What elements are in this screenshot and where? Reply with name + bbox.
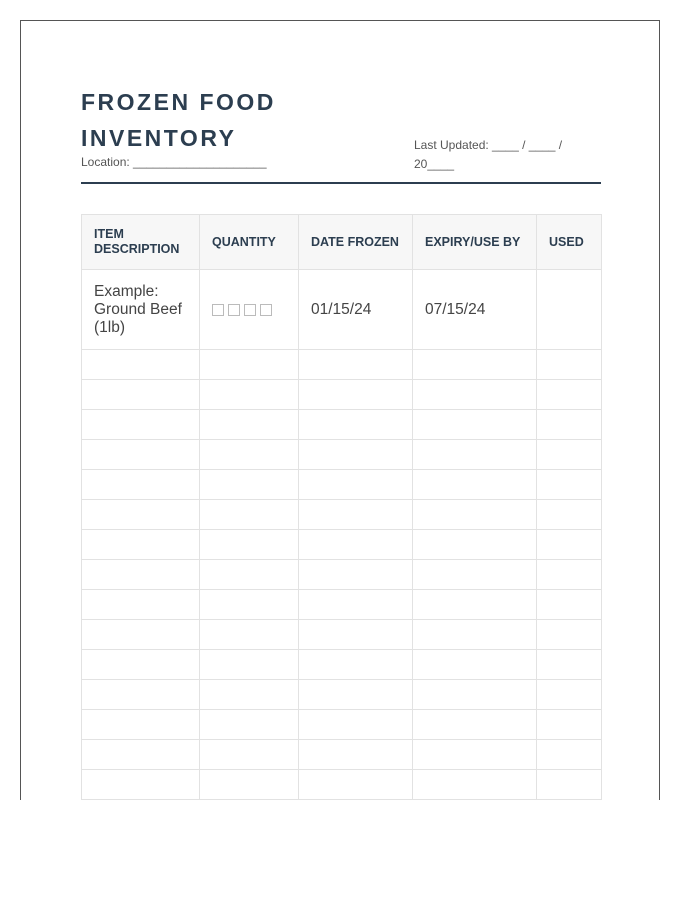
expiry-cell[interactable] bbox=[413, 590, 537, 620]
used-cell[interactable] bbox=[537, 440, 602, 470]
used-cell[interactable] bbox=[537, 350, 602, 380]
expiry-cell[interactable] bbox=[413, 500, 537, 530]
column-header-date-frozen: DATE FROZEN bbox=[299, 215, 413, 270]
quantity-cell[interactable] bbox=[200, 710, 299, 740]
item-cell[interactable] bbox=[82, 410, 200, 440]
quantity-checkbox[interactable] bbox=[228, 304, 240, 316]
date-frozen-cell[interactable] bbox=[299, 680, 413, 710]
used-cell[interactable] bbox=[537, 410, 602, 440]
date-frozen-cell[interactable] bbox=[299, 380, 413, 410]
last-updated-field: Last Updated: ____ / ____ / 20____ bbox=[414, 138, 563, 171]
table-row bbox=[82, 440, 602, 470]
date-frozen-cell[interactable] bbox=[299, 500, 413, 530]
example-used-cell bbox=[537, 270, 602, 350]
expiry-cell[interactable] bbox=[413, 560, 537, 590]
example-row bbox=[82, 270, 602, 350]
table-row bbox=[82, 620, 602, 650]
item-cell[interactable] bbox=[82, 440, 200, 470]
date-frozen-cell[interactable] bbox=[299, 350, 413, 380]
item-cell[interactable] bbox=[82, 590, 200, 620]
table-row bbox=[82, 530, 602, 560]
item-cell[interactable] bbox=[82, 650, 200, 680]
used-cell[interactable] bbox=[537, 560, 602, 590]
table-row bbox=[82, 380, 602, 410]
example-item-cell: Example: Ground Beef (1lb) bbox=[82, 270, 200, 350]
used-cell[interactable] bbox=[537, 710, 602, 740]
column-header-item-description: ITEM DESCRIPTION bbox=[82, 215, 200, 270]
quantity-cell[interactable] bbox=[200, 440, 299, 470]
table-row bbox=[82, 410, 602, 440]
quantity-cell[interactable] bbox=[200, 530, 299, 560]
date-frozen-cell[interactable] bbox=[299, 440, 413, 470]
item-cell[interactable] bbox=[82, 680, 200, 710]
table-row bbox=[82, 740, 602, 770]
table-header-row bbox=[82, 215, 602, 270]
table-row bbox=[82, 560, 602, 590]
table-row bbox=[82, 680, 602, 710]
item-cell[interactable] bbox=[82, 710, 200, 740]
quantity-checkbox[interactable] bbox=[244, 304, 256, 316]
quantity-cell[interactable] bbox=[200, 590, 299, 620]
quantity-cell[interactable] bbox=[200, 380, 299, 410]
location-field: Location: ____________________ bbox=[81, 155, 267, 169]
inventory-sheet bbox=[81, 84, 601, 336]
column-header-quantity: QUANTITY bbox=[200, 215, 299, 270]
used-cell[interactable] bbox=[537, 380, 602, 410]
item-cell[interactable] bbox=[82, 770, 200, 800]
expiry-cell[interactable] bbox=[413, 470, 537, 500]
quantity-cell[interactable] bbox=[200, 650, 299, 680]
used-cell[interactable] bbox=[537, 620, 602, 650]
used-cell[interactable] bbox=[537, 590, 602, 620]
expiry-cell[interactable] bbox=[413, 740, 537, 770]
date-frozen-cell[interactable] bbox=[299, 410, 413, 440]
item-cell[interactable] bbox=[82, 380, 200, 410]
column-header-used: USED bbox=[537, 215, 602, 270]
table-row bbox=[82, 710, 602, 740]
example-expiry-cell: 07/15/24 bbox=[413, 270, 537, 350]
date-frozen-cell[interactable] bbox=[299, 470, 413, 500]
date-frozen-cell[interactable] bbox=[299, 530, 413, 560]
item-cell[interactable] bbox=[82, 350, 200, 380]
used-cell[interactable] bbox=[537, 530, 602, 560]
quantity-cell[interactable] bbox=[200, 680, 299, 710]
item-cell[interactable] bbox=[82, 620, 200, 650]
quantity-cell[interactable] bbox=[200, 620, 299, 650]
example-quantity-cell bbox=[200, 270, 299, 350]
quantity-cell[interactable] bbox=[200, 470, 299, 500]
column-header-expiry: EXPIRY/USE BY bbox=[413, 215, 537, 270]
date-frozen-cell[interactable] bbox=[299, 740, 413, 770]
quantity-cell[interactable] bbox=[200, 350, 299, 380]
table-row bbox=[82, 650, 602, 680]
item-cell[interactable] bbox=[82, 560, 200, 590]
date-frozen-cell[interactable] bbox=[299, 620, 413, 650]
expiry-cell[interactable] bbox=[413, 770, 537, 800]
example-date-frozen-cell: 01/15/24 bbox=[299, 270, 413, 350]
item-cell[interactable] bbox=[82, 500, 200, 530]
date-frozen-cell[interactable] bbox=[299, 560, 413, 590]
quantity-cell[interactable] bbox=[200, 740, 299, 770]
expiry-cell[interactable] bbox=[413, 650, 537, 680]
quantity-tally-boxes bbox=[212, 304, 286, 316]
item-cell[interactable] bbox=[82, 530, 200, 560]
quantity-cell[interactable] bbox=[200, 410, 299, 440]
expiry-cell[interactable] bbox=[413, 350, 537, 380]
table-row bbox=[82, 350, 602, 380]
sheet-header bbox=[81, 84, 601, 184]
item-cell[interactable] bbox=[82, 470, 200, 500]
quantity-checkbox[interactable] bbox=[212, 304, 224, 316]
item-cell[interactable] bbox=[82, 740, 200, 770]
quantity-checkbox[interactable] bbox=[260, 304, 272, 316]
used-cell[interactable] bbox=[537, 740, 602, 770]
expiry-cell[interactable] bbox=[413, 410, 537, 440]
expiry-cell[interactable] bbox=[413, 530, 537, 560]
date-frozen-cell[interactable] bbox=[299, 590, 413, 620]
used-cell[interactable] bbox=[537, 500, 602, 530]
table-row bbox=[82, 500, 602, 530]
quantity-cell[interactable] bbox=[200, 560, 299, 590]
expiry-cell[interactable] bbox=[413, 710, 537, 740]
date-frozen-cell[interactable] bbox=[299, 770, 413, 800]
date-frozen-cell[interactable] bbox=[299, 710, 413, 740]
expiry-cell[interactable] bbox=[413, 380, 537, 410]
expiry-cell[interactable] bbox=[413, 620, 537, 650]
table-row bbox=[82, 590, 602, 620]
table-row bbox=[82, 770, 602, 800]
used-cell[interactable] bbox=[537, 680, 602, 710]
table-row bbox=[82, 470, 602, 500]
inventory-table bbox=[81, 214, 602, 800]
page-title: FROZEN FOOD INVENTORY bbox=[81, 89, 276, 151]
expiry-cell[interactable] bbox=[413, 680, 537, 710]
quantity-cell[interactable] bbox=[200, 770, 299, 800]
used-cell[interactable] bbox=[537, 650, 602, 680]
date-frozen-cell[interactable] bbox=[299, 650, 413, 680]
used-cell[interactable] bbox=[537, 770, 602, 800]
expiry-cell[interactable] bbox=[413, 440, 537, 470]
used-cell[interactable] bbox=[537, 470, 602, 500]
quantity-cell[interactable] bbox=[200, 500, 299, 530]
